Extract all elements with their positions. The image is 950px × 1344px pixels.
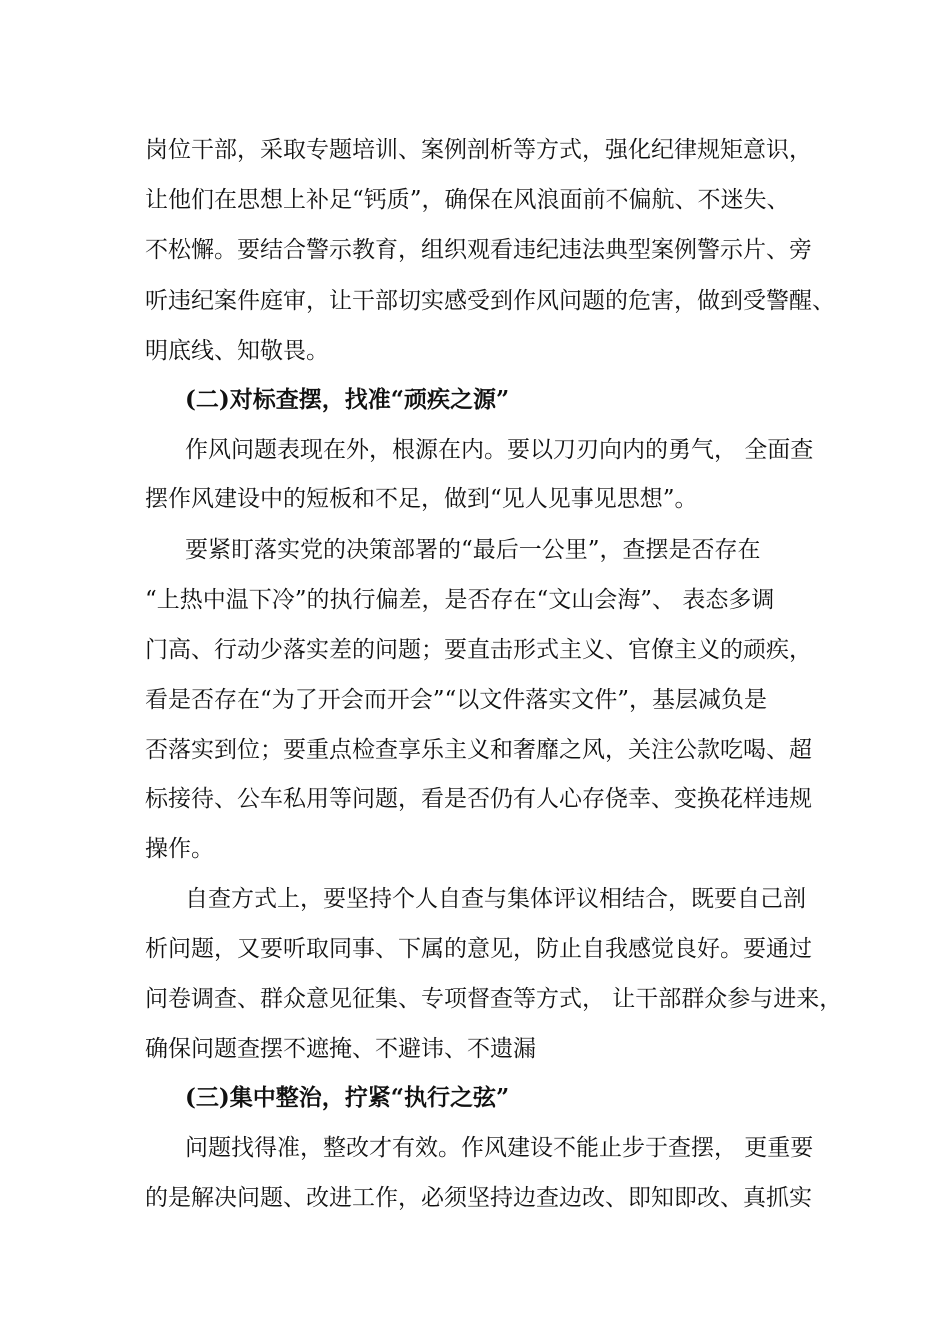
- paragraph-line: 岗位干部，采取专题培训、案例剖析等方式，强化纪律规矩意识，: [145, 137, 812, 163]
- paragraph-line: 听违纪案件庭审，让干部切实感受到作风问题的危害，做到受警醒、: [145, 288, 835, 314]
- paragraph-line: 门高、行动少落实差的问题；要直击形式主义、官僚主义的顽疾，: [145, 637, 812, 663]
- paragraph-line: 确保问题查摆不遮掩、不避讳、不遗漏: [145, 1036, 536, 1062]
- paragraph-line: 操作。: [145, 836, 214, 862]
- paragraph-line: 摆作风建设中的短板和不足，做到“见人见事见思想”。: [145, 486, 698, 512]
- paragraph-line: 自查方式上，要坚持个人自查与集体评议相结合，既要自己剖: [185, 886, 806, 912]
- paragraph-line: 析问题，又要听取同事、下属的意见，防止自我感觉良好。要通过: [145, 936, 812, 962]
- paragraph-line: 要紧盯落实党的决策部署的“最后一公里”，查摆是否存在: [185, 537, 761, 563]
- paragraph-line: 让他们在思想上补足“钙质”，确保在风浪面前不偏航、不迷失、: [145, 187, 790, 213]
- section-heading-2: (二)对标查摆，找准“顽疾之源”: [185, 386, 510, 413]
- paragraph-line: 明底线、知敬畏。: [145, 338, 329, 364]
- paragraph-line: “上热中温下冷”的执行偏差，是否存在“文山会海”、 表态多调: [145, 587, 775, 613]
- paragraph-line: 不松懈。要结合警示教育，组织观看违纪违法典型案例警示片、旁: [145, 237, 812, 263]
- paragraph-line: 标接待、公车私用等问题，看是否仍有人心存侥幸、变换花样违规: [145, 786, 812, 812]
- paragraph-line: 问题找得准，整改才有效。作风建设不能止步于查摆， 更重要: [185, 1135, 814, 1161]
- section-heading-3: (三)集中整治，拧紧“执行之弦”: [185, 1084, 510, 1111]
- paragraph-line: 作风问题表现在外，根源在内。要以刀刃向内的勇气， 全面查: [185, 437, 814, 463]
- paragraph-line: 问卷调查、群众意见征集、专项督查等方式， 让干部群众参与进来，: [145, 986, 843, 1012]
- paragraph-line: 的是解决问题、改进工作，必须坚持边查边改、即知即改、真抓实: [145, 1185, 812, 1211]
- paragraph-line: 否落实到位；要重点检查享乐主义和奢靡之风，关注公款吃喝、超: [145, 737, 812, 763]
- paragraph-line: 看是否存在“为了开会而开会”“以文件落实文件”，基层减负是: [145, 687, 768, 713]
